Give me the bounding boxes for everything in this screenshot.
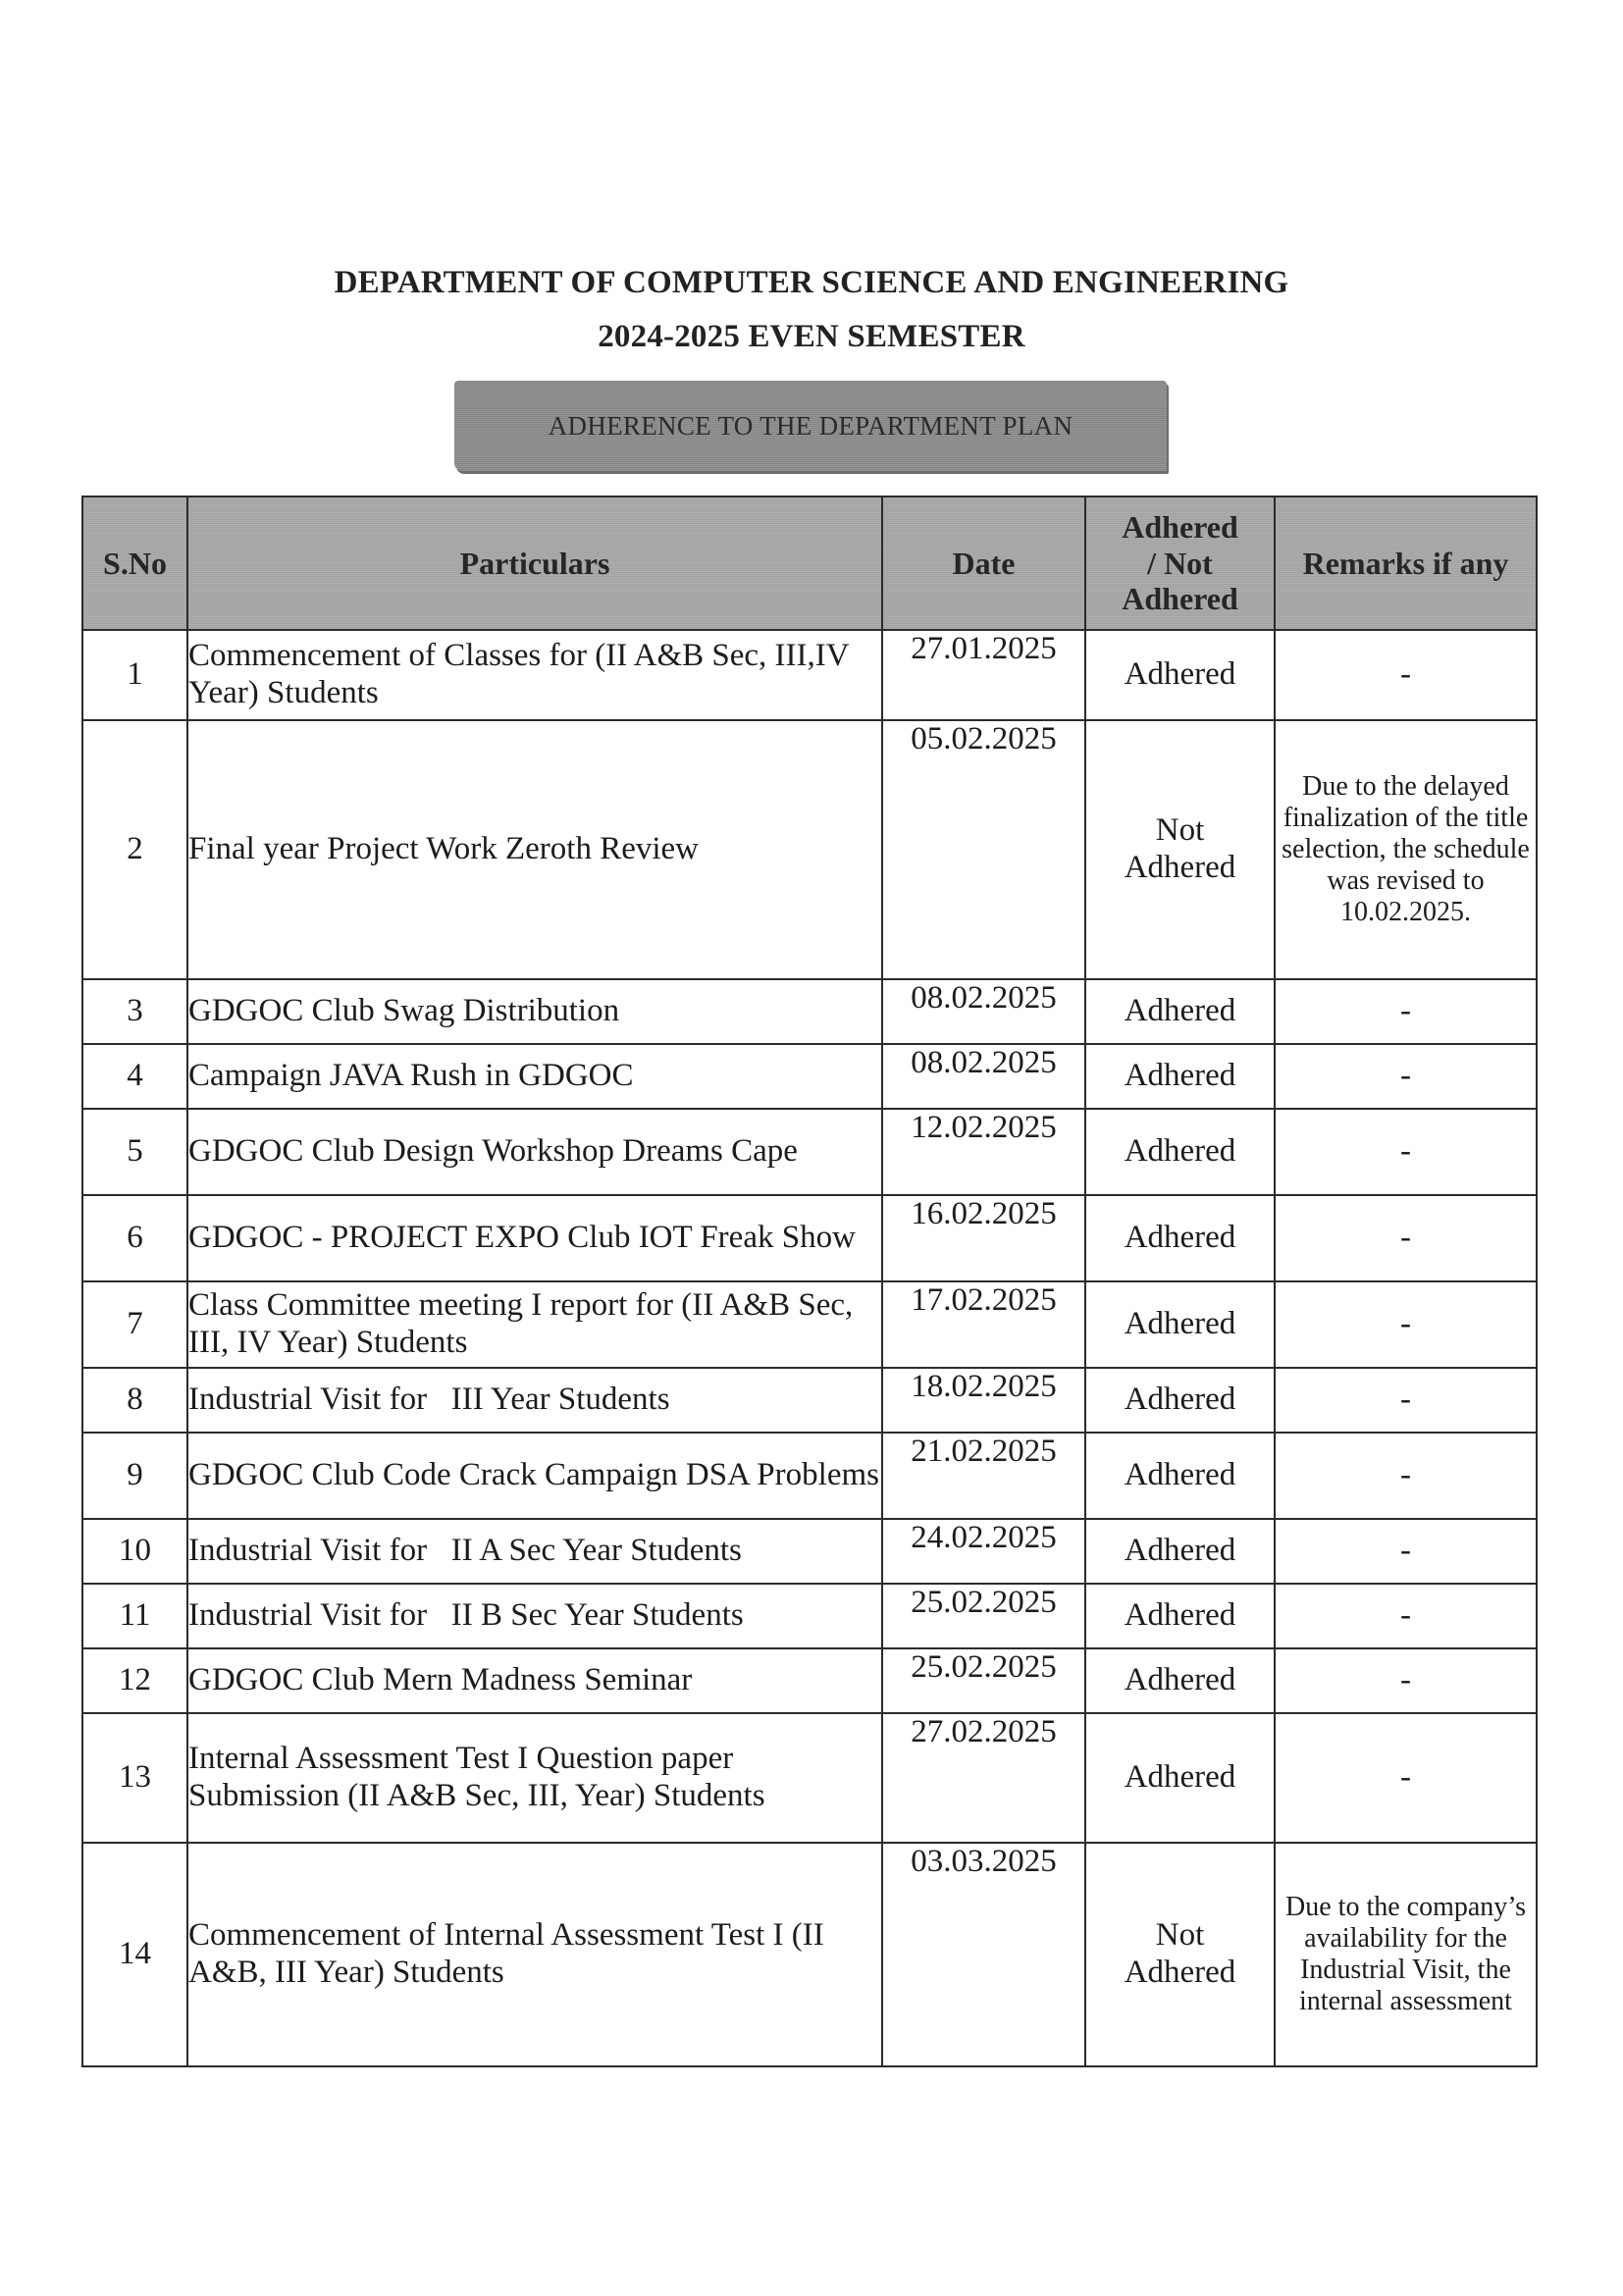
row-sno: 1 [82,630,187,720]
row-remarks: - [1275,1368,1537,1433]
row-sno: 3 [82,979,187,1044]
section-banner: ADHERENCE TO THE DEPARTMENT PLAN [454,381,1167,471]
row-remarks: - [1275,1519,1537,1584]
row-particulars: Industrial Visit for II A Sec Year Students [187,1519,882,1584]
row-status: Adhered [1085,1109,1275,1195]
row-date: 24.02.2025 [882,1519,1085,1584]
column-header-remarks: Remarks if any [1275,496,1537,630]
table-row [82,1433,1537,1519]
table-row [82,1584,1537,1648]
table-header-row [82,496,1537,630]
row-particulars: Industrial Visit for III Year Students [187,1368,882,1433]
column-header-particulars: Particulars [187,496,882,630]
row-status: Adhered [1085,1368,1275,1433]
row-date: 27.02.2025 [882,1713,1085,1843]
row-date: 12.02.2025 [882,1109,1085,1195]
table-row [82,1195,1537,1281]
row-date: 17.02.2025 [882,1281,1085,1368]
row-sno: 14 [82,1843,187,2066]
table-row [82,630,1537,720]
row-remarks: - [1275,1109,1537,1195]
row-remarks: - [1275,1044,1537,1109]
row-remarks: - [1275,1195,1537,1281]
row-particulars: Commencement of Internal Assessment Test I (II A&B, III Year) Students [187,1843,882,2066]
row-sno: 7 [82,1281,187,1368]
row-status: Adhered [1085,1433,1275,1519]
semester-title: 2024-2025 EVEN SEMESTER [598,319,1025,354]
row-particulars: Industrial Visit for II B Sec Year Students [187,1584,882,1648]
status-header-line: Adhered [1122,581,1238,617]
row-status: Adhered [1085,1519,1275,1584]
row-date: 27.01.2025 [882,630,1085,720]
row-status: Adhered [1085,1648,1275,1713]
row-particulars: GDGOC Club Code Crack Campaign DSA Problems [187,1433,882,1519]
row-particulars: Commencement of Classes for (II A&B Sec, III,IV Year) Students [187,630,882,720]
row-particulars: GDGOC Club Mern Madness Seminar [187,1648,882,1713]
row-status: Not Adhered [1085,720,1275,979]
row-status: Adhered [1085,1584,1275,1648]
row-remarks: - [1275,1584,1537,1648]
status-header-line: Adhered [1122,508,1238,545]
row-sno: 11 [82,1584,187,1648]
row-date: 03.03.2025 [882,1843,1085,2066]
row-date: 25.02.2025 [882,1648,1085,1713]
row-remarks: Due to the company’s availability for the Industrial Visit, the internal assessment [1275,1843,1537,2066]
row-date: 25.02.2025 [882,1584,1085,1648]
row-particulars: Class Committee meeting I report for (II A&B Sec, III, IV Year) Students [187,1281,882,1368]
table-row [82,720,1537,979]
row-status: Adhered [1085,1044,1275,1109]
column-header-date: Date [882,496,1085,630]
row-remarks: Due to the delayed finalization of the title selection, the schedule was revised to 10.02.2025. [1275,720,1537,979]
table-row [82,1281,1537,1368]
row-particulars: GDGOC Club Swag Distribution [187,979,882,1044]
row-remarks: - [1275,1281,1537,1368]
row-status: Adhered [1085,1195,1275,1281]
table-row [82,1109,1537,1195]
row-particulars: GDGOC Club Design Workshop Dreams Cape [187,1109,882,1195]
row-sno: 4 [82,1044,187,1109]
row-remarks: - [1275,1713,1537,1843]
status-header-line: / Not [1147,545,1213,581]
column-header-status [1085,496,1275,630]
row-sno: 12 [82,1648,187,1713]
row-particulars: Internal Assessment Test I Question paper Submission (II A&B Sec, III, Year) Students [187,1713,882,1843]
column-header-sno: S.No [82,496,187,630]
row-status: Adhered [1085,979,1275,1044]
row-remarks: - [1275,979,1537,1044]
adherence-table [81,496,1538,2067]
row-remarks: - [1275,1433,1537,1519]
row-sno: 13 [82,1713,187,1843]
table-row [82,1713,1537,1843]
row-date: 05.02.2025 [882,720,1085,979]
row-remarks: - [1275,1648,1537,1713]
department-title: DEPARTMENT OF COMPUTER SCIENCE AND ENGINEERING [334,265,1289,300]
table-row [82,1519,1537,1584]
row-date: 08.02.2025 [882,1044,1085,1109]
table-row [82,1044,1537,1109]
row-particulars: Final year Project Work Zeroth Review [187,720,882,979]
row-date: 18.02.2025 [882,1368,1085,1433]
row-remarks: - [1275,630,1537,720]
row-sno: 9 [82,1433,187,1519]
row-status: Adhered [1085,1281,1275,1368]
row-status: Not Adhered [1085,1843,1275,2066]
row-sno: 5 [82,1109,187,1195]
row-status: Adhered [1085,630,1275,720]
row-sno: 2 [82,720,187,979]
row-particulars: Campaign JAVA Rush in GDGOC [187,1044,882,1109]
row-sno: 6 [82,1195,187,1281]
row-particulars: GDGOC - PROJECT EXPO Club IOT Freak Show [187,1195,882,1281]
table-row [82,1368,1537,1433]
row-sno: 8 [82,1368,187,1433]
row-status: Adhered [1085,1713,1275,1843]
row-date: 16.02.2025 [882,1195,1085,1281]
row-sno: 10 [82,1519,187,1584]
row-date: 21.02.2025 [882,1433,1085,1519]
table-row [82,979,1537,1044]
table-row [82,1843,1537,2066]
row-date: 08.02.2025 [882,979,1085,1044]
table-row [82,1648,1537,1713]
